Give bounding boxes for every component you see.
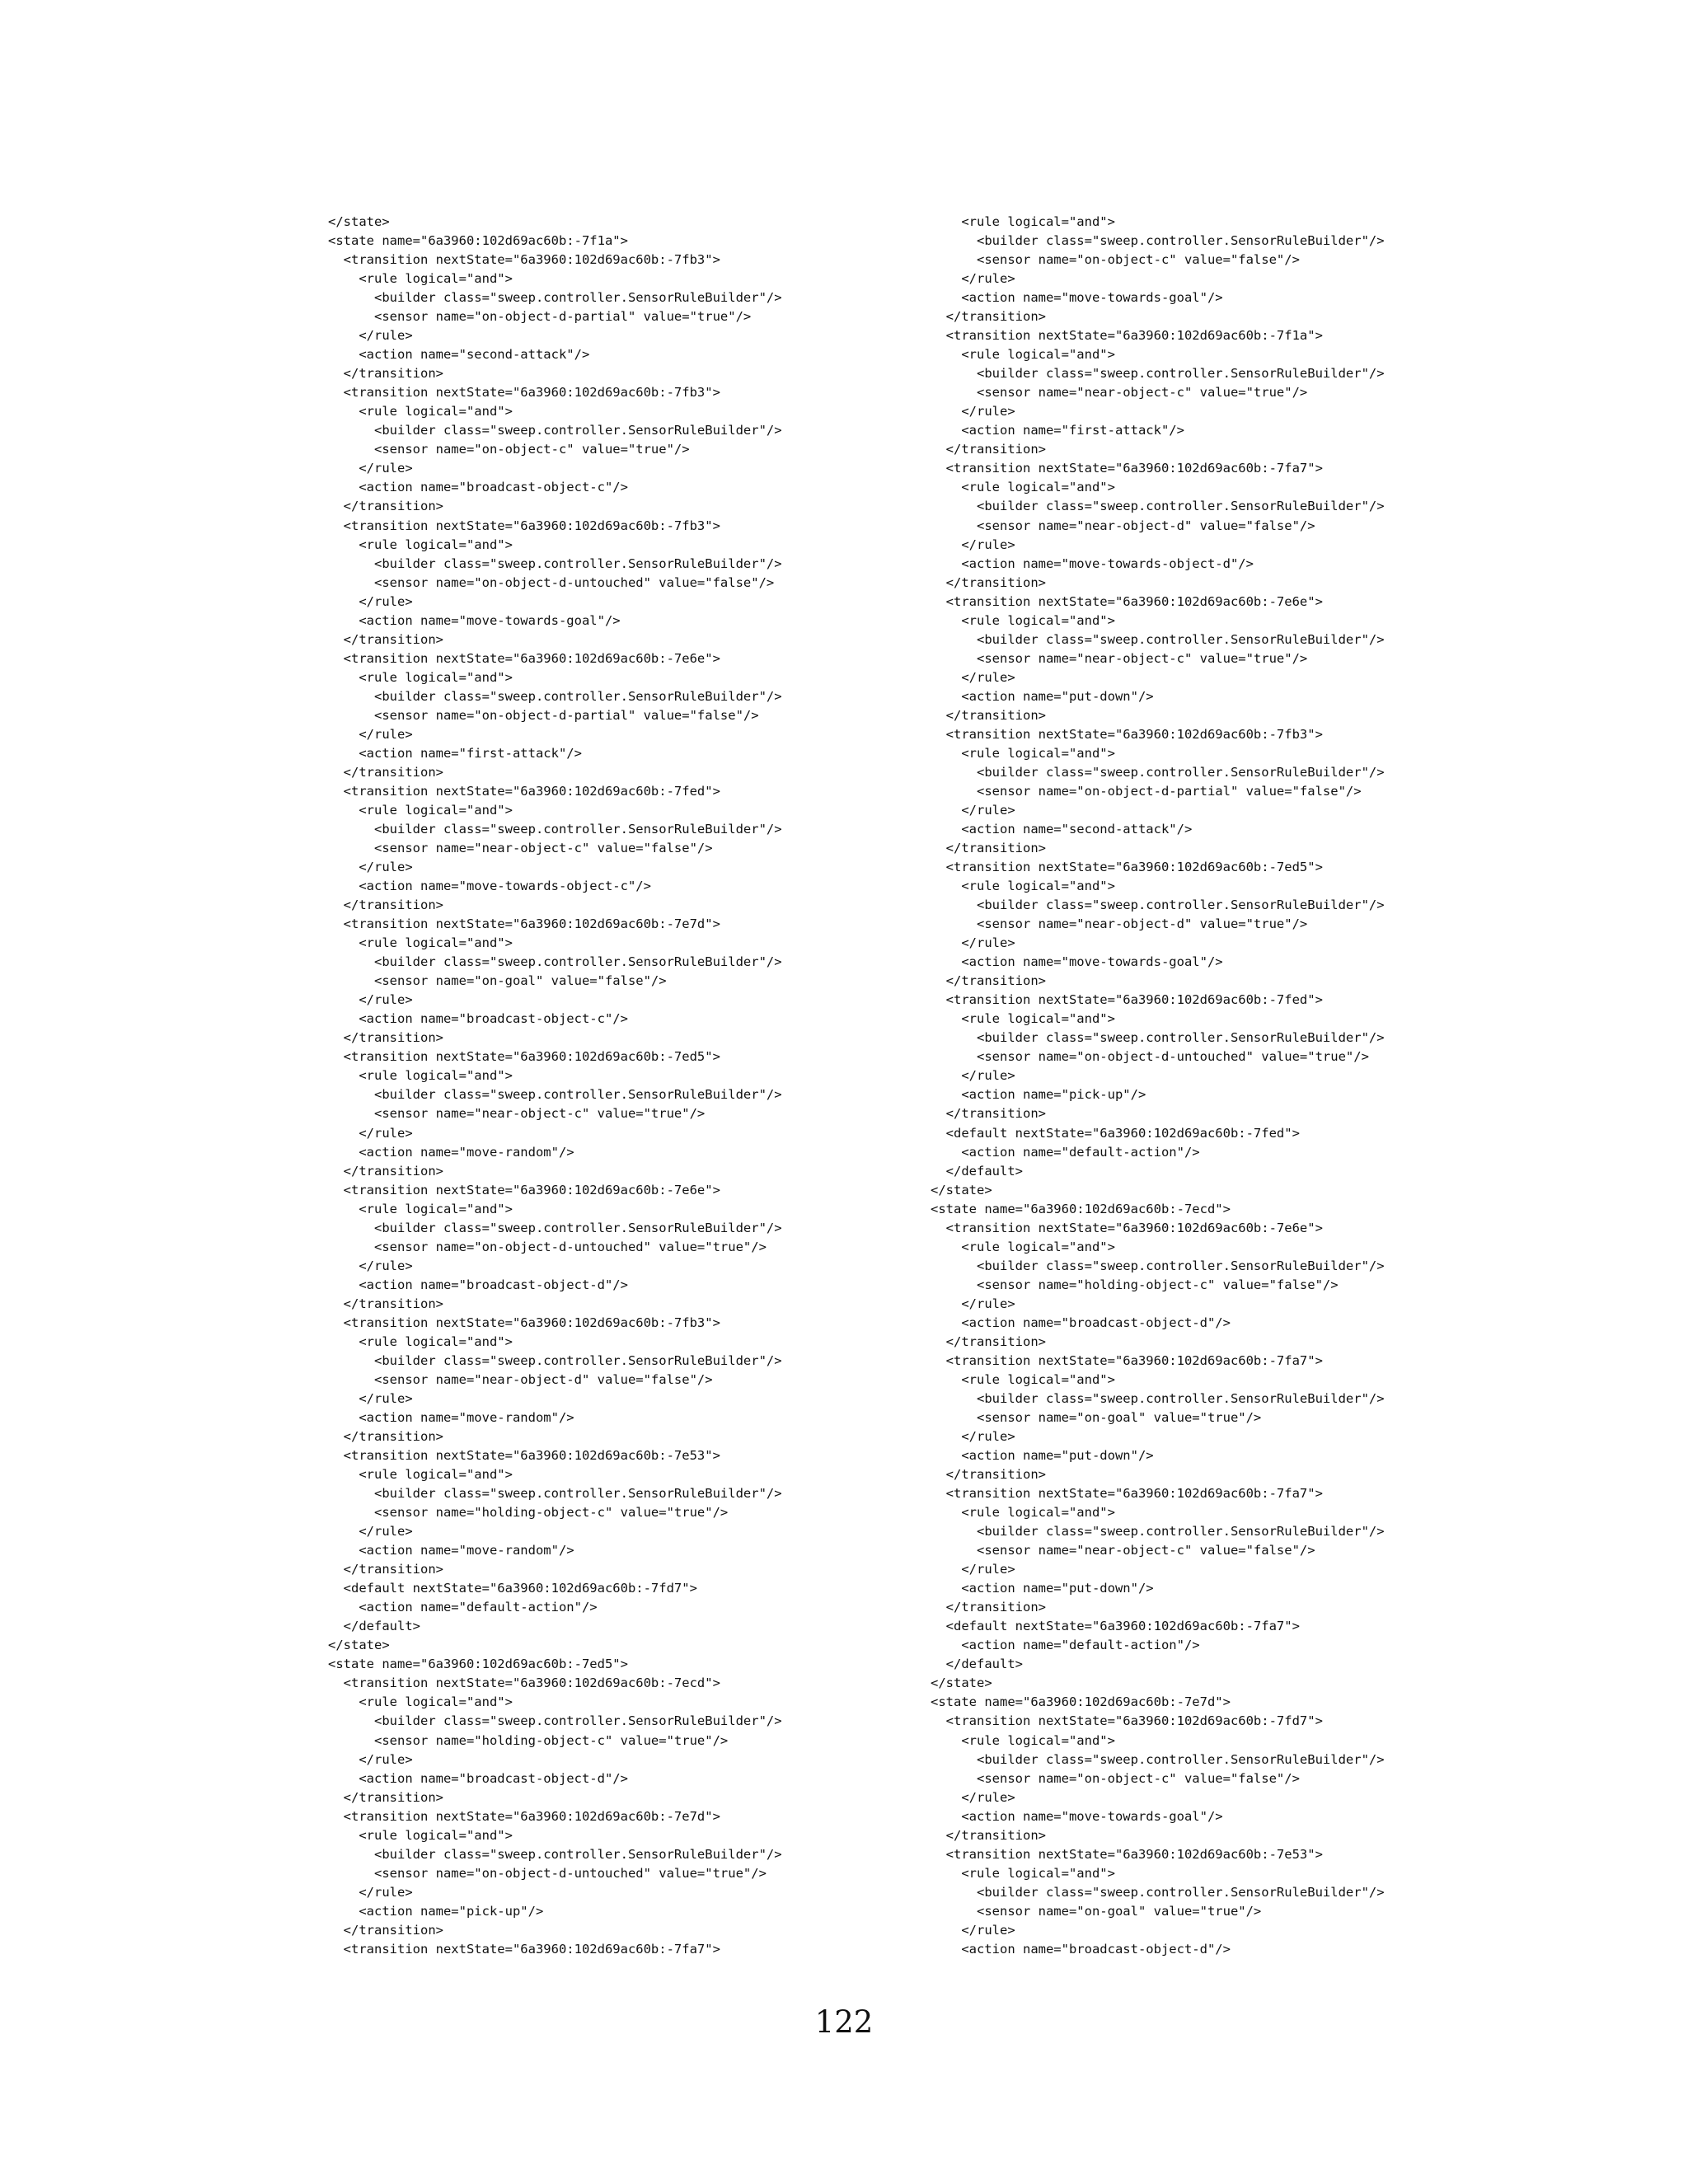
code-line: <action name="broadcast-object-d"/> xyxy=(931,1941,1231,1957)
code-line: <builder class="sweep.controller.SensorRuleBuilder"/> xyxy=(931,1751,1385,1767)
code-line: </rule> xyxy=(328,1125,413,1141)
code-line: <sensor name="on-object-c" value="false"/> xyxy=(931,252,1300,268)
code-line: </rule> xyxy=(931,537,1015,552)
code-line: <transition nextState="6a3960:102d69ac60b:-7fd7"> xyxy=(931,1713,1323,1729)
code-line: <rule logical="and"> xyxy=(328,669,513,685)
code-line: <rule logical="and"> xyxy=(328,1694,513,1710)
code-line: </transition> xyxy=(931,1600,1046,1615)
code-line: <action name="put-down"/> xyxy=(931,688,1154,704)
code-line: <builder class="sweep.controller.SensorRuleBuilder"/> xyxy=(931,1030,1385,1046)
code-line: <action name="put-down"/> xyxy=(931,1581,1154,1596)
code-line: <builder class="sweep.controller.SensorRuleBuilder"/> xyxy=(328,1087,782,1103)
code-line: </transition> xyxy=(328,1922,443,1938)
code-line: </transition> xyxy=(328,1429,443,1444)
code-line: <action name="move-towards-goal"/> xyxy=(328,612,621,628)
code-line: </transition> xyxy=(328,631,443,647)
code-line: </transition> xyxy=(931,574,1046,590)
code-line: </transition> xyxy=(328,499,443,514)
code-column-left xyxy=(328,213,782,1959)
code-line: </rule> xyxy=(931,1296,1015,1311)
code-line: <sensor name="on-object-d-partial" value="false"/> xyxy=(931,783,1362,799)
code-line: </default> xyxy=(931,1657,1023,1672)
code-line: </transition> xyxy=(328,764,443,780)
code-line: </state> xyxy=(328,1638,390,1653)
code-line: <sensor name="on-goal" value="true"/> xyxy=(931,1409,1262,1425)
code-line: </transition> xyxy=(328,366,443,382)
code-line: <sensor name="on-object-d-untouched" value="false"/> xyxy=(328,574,775,590)
code-line: <state name="6a3960:102d69ac60b:-7e7d"> xyxy=(931,1694,1231,1710)
code-line: </transition> xyxy=(328,1789,443,1805)
code-line: <default nextState="6a3960:102d69ac60b:-7fd7"> xyxy=(328,1581,697,1596)
code-line: <transition nextState="6a3960:102d69ac60b:-7ed5"> xyxy=(328,1049,720,1065)
code-line: </rule> xyxy=(931,1068,1015,1084)
code-line: <builder class="sweep.controller.SensorRuleBuilder"/> xyxy=(931,1258,1385,1273)
code-line: <sensor name="holding-object-c" value="true"/> xyxy=(328,1732,729,1748)
code-line: <builder class="sweep.controller.SensorRuleBuilder"/> xyxy=(931,898,1385,913)
code-line: <rule logical="and"> xyxy=(328,935,513,951)
code-line: <sensor name="on-object-d-partial" value="false"/> xyxy=(328,707,759,723)
code-line: </rule> xyxy=(931,1789,1015,1805)
code-line: <action name="broadcast-object-c"/> xyxy=(328,1011,628,1027)
code-line: </transition> xyxy=(931,1106,1046,1122)
code-line: <rule logical="and"> xyxy=(931,347,1115,363)
code-line: </transition> xyxy=(931,1827,1046,1843)
code-line: </rule> xyxy=(328,1751,413,1767)
code-line: <rule logical="and"> xyxy=(931,1505,1115,1521)
code-line: <action name="pick-up"/> xyxy=(328,1903,544,1919)
code-line: </transition> xyxy=(328,1030,443,1046)
code-line: <sensor name="near-object-d" value="false"/> xyxy=(931,518,1315,533)
code-line: <rule logical="and"> xyxy=(328,1333,513,1349)
code-line: </rule> xyxy=(931,935,1015,951)
code-line: </rule> xyxy=(931,669,1015,685)
code-line: <action name="move-towards-goal"/> xyxy=(931,954,1223,970)
code-line: <rule logical="and"> xyxy=(328,1068,513,1084)
code-line: </rule> xyxy=(931,802,1015,818)
code-line: <builder class="sweep.controller.SensorRuleBuilder"/> xyxy=(328,688,782,704)
code-line: <rule logical="and"> xyxy=(931,1371,1115,1387)
code-line: <sensor name="near-object-c" value="true"/> xyxy=(931,650,1308,666)
code-line: <action name="pick-up"/> xyxy=(931,1087,1146,1103)
code-line: <rule logical="and"> xyxy=(931,480,1115,495)
code-line: <rule logical="and"> xyxy=(328,537,513,552)
code-line: <action name="move-random"/> xyxy=(328,1543,574,1558)
code-line: <builder class="sweep.controller.SensorRuleBuilder"/> xyxy=(931,631,1385,647)
code-line: <transition nextState="6a3960:102d69ac60b:-7fed"> xyxy=(931,992,1323,1008)
code-line: <action name="broadcast-object-d"/> xyxy=(931,1315,1231,1330)
code-line: <rule logical="and"> xyxy=(931,1865,1115,1881)
code-line: <rule logical="and"> xyxy=(931,1239,1115,1254)
code-line: <sensor name="on-object-c" value="true"/> xyxy=(328,442,690,457)
code-line: <sensor name="near-object-d" value="false"/> xyxy=(328,1371,713,1387)
code-line: <builder class="sweep.controller.SensorRuleBuilder"/> xyxy=(931,233,1385,249)
code-line: <sensor name="on-object-d-untouched" value="true"/> xyxy=(931,1049,1369,1065)
code-line: <transition nextState="6a3960:102d69ac60b:-7ecd"> xyxy=(328,1675,720,1691)
code-line: <action name="broadcast-object-d"/> xyxy=(328,1770,628,1786)
code-line: <rule logical="and"> xyxy=(931,214,1115,229)
page-number: 122 xyxy=(814,2004,874,2040)
code-line: <transition nextState="6a3960:102d69ac60b:-7fa7"> xyxy=(931,1486,1323,1502)
code-line: </transition> xyxy=(931,1467,1046,1483)
code-line: </state> xyxy=(931,1182,992,1197)
code-line: <sensor name="near-object-c" value="true"/> xyxy=(328,1106,706,1122)
code-line: <rule logical="and"> xyxy=(328,271,513,287)
code-line: </rule> xyxy=(931,1922,1015,1938)
code-line: <builder class="sweep.controller.SensorRuleBuilder"/> xyxy=(328,1220,782,1235)
code-line: <action name="default-action"/> xyxy=(328,1600,598,1615)
code-line: <builder class="sweep.controller.SensorRuleBuilder"/> xyxy=(328,1352,782,1368)
code-line: <rule logical="and"> xyxy=(931,1011,1115,1027)
code-line: </transition> xyxy=(931,707,1046,723)
code-line: <transition nextState="6a3960:102d69ac60b:-7e53"> xyxy=(328,1448,720,1464)
code-line: <builder class="sweep.controller.SensorRuleBuilder"/> xyxy=(931,366,1385,382)
code-line: <transition nextState="6a3960:102d69ac60b:-7fa7"> xyxy=(931,1352,1323,1368)
code-line: <builder class="sweep.controller.SensorRuleBuilder"/> xyxy=(328,555,782,571)
code-line: </rule> xyxy=(328,1390,413,1406)
code-line: <action name="first-attack"/> xyxy=(328,745,582,761)
code-line: <builder class="sweep.controller.SensorRuleBuilder"/> xyxy=(931,764,1385,780)
code-line: <rule logical="and"> xyxy=(328,1467,513,1483)
code-line: <transition nextState="6a3960:102d69ac60b:-7e53"> xyxy=(931,1846,1323,1862)
code-line: </transition> xyxy=(328,898,443,913)
code-line: </rule> xyxy=(328,1524,413,1540)
code-line: </rule> xyxy=(328,726,413,742)
code-line: <sensor name="on-object-c" value="false"/> xyxy=(931,1770,1300,1786)
code-line: <sensor name="on-goal" value="true"/> xyxy=(931,1903,1262,1919)
code-line: <builder class="sweep.controller.SensorRuleBuilder"/> xyxy=(931,1524,1385,1540)
code-line: </transition> xyxy=(328,1163,443,1179)
code-line: </transition> xyxy=(328,1562,443,1577)
code-line: </transition> xyxy=(931,973,1046,989)
code-line: <action name="first-attack"/> xyxy=(931,423,1184,438)
code-line: <transition nextState="6a3960:102d69ac60b:-7fb3"> xyxy=(328,385,720,401)
code-line: <transition nextState="6a3960:102d69ac60b:-7fa7"> xyxy=(328,1941,720,1957)
code-line: <builder class="sweep.controller.SensorRuleBuilder"/> xyxy=(328,822,782,837)
code-line: <default nextState="6a3960:102d69ac60b:-7fed"> xyxy=(931,1125,1300,1141)
code-line: <builder class="sweep.controller.SensorRuleBuilder"/> xyxy=(328,1713,782,1729)
code-line: <rule logical="and"> xyxy=(328,802,513,818)
code-line: <action name="second-attack"/> xyxy=(931,822,1193,837)
code-line: </transition> xyxy=(931,442,1046,457)
code-line: </state> xyxy=(328,214,390,229)
code-line: </rule> xyxy=(931,271,1015,287)
code-line: </rule> xyxy=(328,1258,413,1273)
code-line: <transition nextState="6a3960:102d69ac60b:-7e6e"> xyxy=(328,1182,720,1197)
code-line: <rule logical="and"> xyxy=(328,404,513,419)
code-line: <sensor name="on-object-d-untouched" value="true"/> xyxy=(328,1239,767,1254)
code-line: </transition> xyxy=(931,841,1046,856)
code-line: <action name="move-towards-goal"/> xyxy=(931,290,1223,306)
code-line: </rule> xyxy=(931,1429,1015,1444)
code-line: <action name="put-down"/> xyxy=(931,1448,1154,1464)
code-line: <sensor name="holding-object-c" value="true"/> xyxy=(328,1505,729,1521)
code-line: </rule> xyxy=(328,461,413,476)
code-line: <sensor name="near-object-c" value="false"/> xyxy=(328,841,713,856)
code-line: <action name="broadcast-object-d"/> xyxy=(328,1277,628,1292)
code-line: <action name="default-action"/> xyxy=(931,1638,1200,1653)
code-line: <sensor name="near-object-c" value="true"/> xyxy=(931,385,1308,401)
code-line: <rule logical="and"> xyxy=(328,1827,513,1843)
code-line: </rule> xyxy=(931,404,1015,419)
code-line: <rule logical="and"> xyxy=(328,1201,513,1216)
code-line: <sensor name="on-object-d-partial" value="true"/> xyxy=(328,309,752,325)
code-line: <transition nextState="6a3960:102d69ac60b:-7e7d"> xyxy=(328,916,720,932)
code-line: <action name="move-random"/> xyxy=(328,1144,574,1160)
code-line: <builder class="sweep.controller.SensorRuleBuilder"/> xyxy=(931,1390,1385,1406)
code-line: </rule> xyxy=(328,1884,413,1900)
code-line: <builder class="sweep.controller.SensorRuleBuilder"/> xyxy=(328,954,782,970)
code-line: </transition> xyxy=(931,1333,1046,1349)
code-line: <builder class="sweep.controller.SensorRuleBuilder"/> xyxy=(328,1486,782,1502)
code-line: <builder class="sweep.controller.SensorRuleBuilder"/> xyxy=(328,1846,782,1862)
code-line: <rule logical="and"> xyxy=(931,745,1115,761)
code-line: <default nextState="6a3960:102d69ac60b:-7fa7"> xyxy=(931,1619,1300,1634)
code-line: </transition> xyxy=(931,309,1046,325)
code-line: </default> xyxy=(328,1619,420,1634)
code-line: <transition nextState="6a3960:102d69ac60b:-7fa7"> xyxy=(931,461,1323,476)
code-line: <rule logical="and"> xyxy=(931,879,1115,894)
code-line: <action name="move-towards-object-d"/> xyxy=(931,555,1254,571)
code-line: <action name="move-random"/> xyxy=(328,1409,574,1425)
code-line: <transition nextState="6a3960:102d69ac60b:-7fb3"> xyxy=(328,252,720,268)
code-line: <transition nextState="6a3960:102d69ac60b:-7f1a"> xyxy=(931,328,1323,344)
code-line: <action name="default-action"/> xyxy=(931,1144,1200,1160)
code-line: <sensor name="near-object-c" value="false"/> xyxy=(931,1543,1315,1558)
code-line: <transition nextState="6a3960:102d69ac60b:-7e6e"> xyxy=(931,593,1323,609)
code-line: <sensor name="on-goal" value="false"/> xyxy=(328,973,667,989)
code-line: <builder class="sweep.controller.SensorRuleBuilder"/> xyxy=(328,423,782,438)
code-line: <action name="move-towards-object-c"/> xyxy=(328,879,651,894)
code-line: </default> xyxy=(931,1163,1023,1179)
code-line: <sensor name="holding-object-c" value="false"/> xyxy=(931,1277,1339,1292)
code-line: <transition nextState="6a3960:102d69ac60b:-7fed"> xyxy=(328,783,720,799)
code-line: <rule logical="and"> xyxy=(931,1732,1115,1748)
code-column-right xyxy=(931,213,1385,1959)
code-line: <builder class="sweep.controller.SensorRuleBuilder"/> xyxy=(931,499,1385,514)
code-line: <builder class="sweep.controller.SensorRuleBuilder"/> xyxy=(328,290,782,306)
code-line: <action name="second-attack"/> xyxy=(328,347,590,363)
code-line: <transition nextState="6a3960:102d69ac60b:-7e7d"> xyxy=(328,1808,720,1824)
code-line: <state name="6a3960:102d69ac60b:-7ecd"> xyxy=(931,1201,1231,1216)
code-line: </transition> xyxy=(328,1296,443,1311)
code-line: </rule> xyxy=(931,1562,1015,1577)
code-line: <state name="6a3960:102d69ac60b:-7ed5"> xyxy=(328,1657,628,1672)
code-line: <transition nextState="6a3960:102d69ac60b:-7e6e"> xyxy=(931,1220,1323,1235)
code-line: <state name="6a3960:102d69ac60b:-7f1a"> xyxy=(328,233,628,249)
code-line: <sensor name="on-object-d-untouched" value="true"/> xyxy=(328,1865,767,1881)
code-line: </rule> xyxy=(328,328,413,344)
code-line: <transition nextState="6a3960:102d69ac60b:-7fb3"> xyxy=(931,726,1323,742)
code-line: </rule> xyxy=(328,593,413,609)
code-line: </state> xyxy=(931,1675,992,1691)
code-line: <action name="move-towards-goal"/> xyxy=(931,1808,1223,1824)
code-line: <builder class="sweep.controller.SensorRuleBuilder"/> xyxy=(931,1884,1385,1900)
code-line: <transition nextState="6a3960:102d69ac60b:-7ed5"> xyxy=(931,860,1323,875)
code-line: <sensor name="near-object-d" value="true"/> xyxy=(931,916,1308,932)
code-line: </rule> xyxy=(328,992,413,1008)
code-line: <transition nextState="6a3960:102d69ac60b:-7fb3"> xyxy=(328,1315,720,1330)
code-line: <action name="broadcast-object-c"/> xyxy=(328,480,628,495)
code-line: <rule logical="and"> xyxy=(931,612,1115,628)
code-line: </rule> xyxy=(328,860,413,875)
code-line: <transition nextState="6a3960:102d69ac60b:-7e6e"> xyxy=(328,650,720,666)
code-line: <transition nextState="6a3960:102d69ac60b:-7fb3"> xyxy=(328,518,720,533)
